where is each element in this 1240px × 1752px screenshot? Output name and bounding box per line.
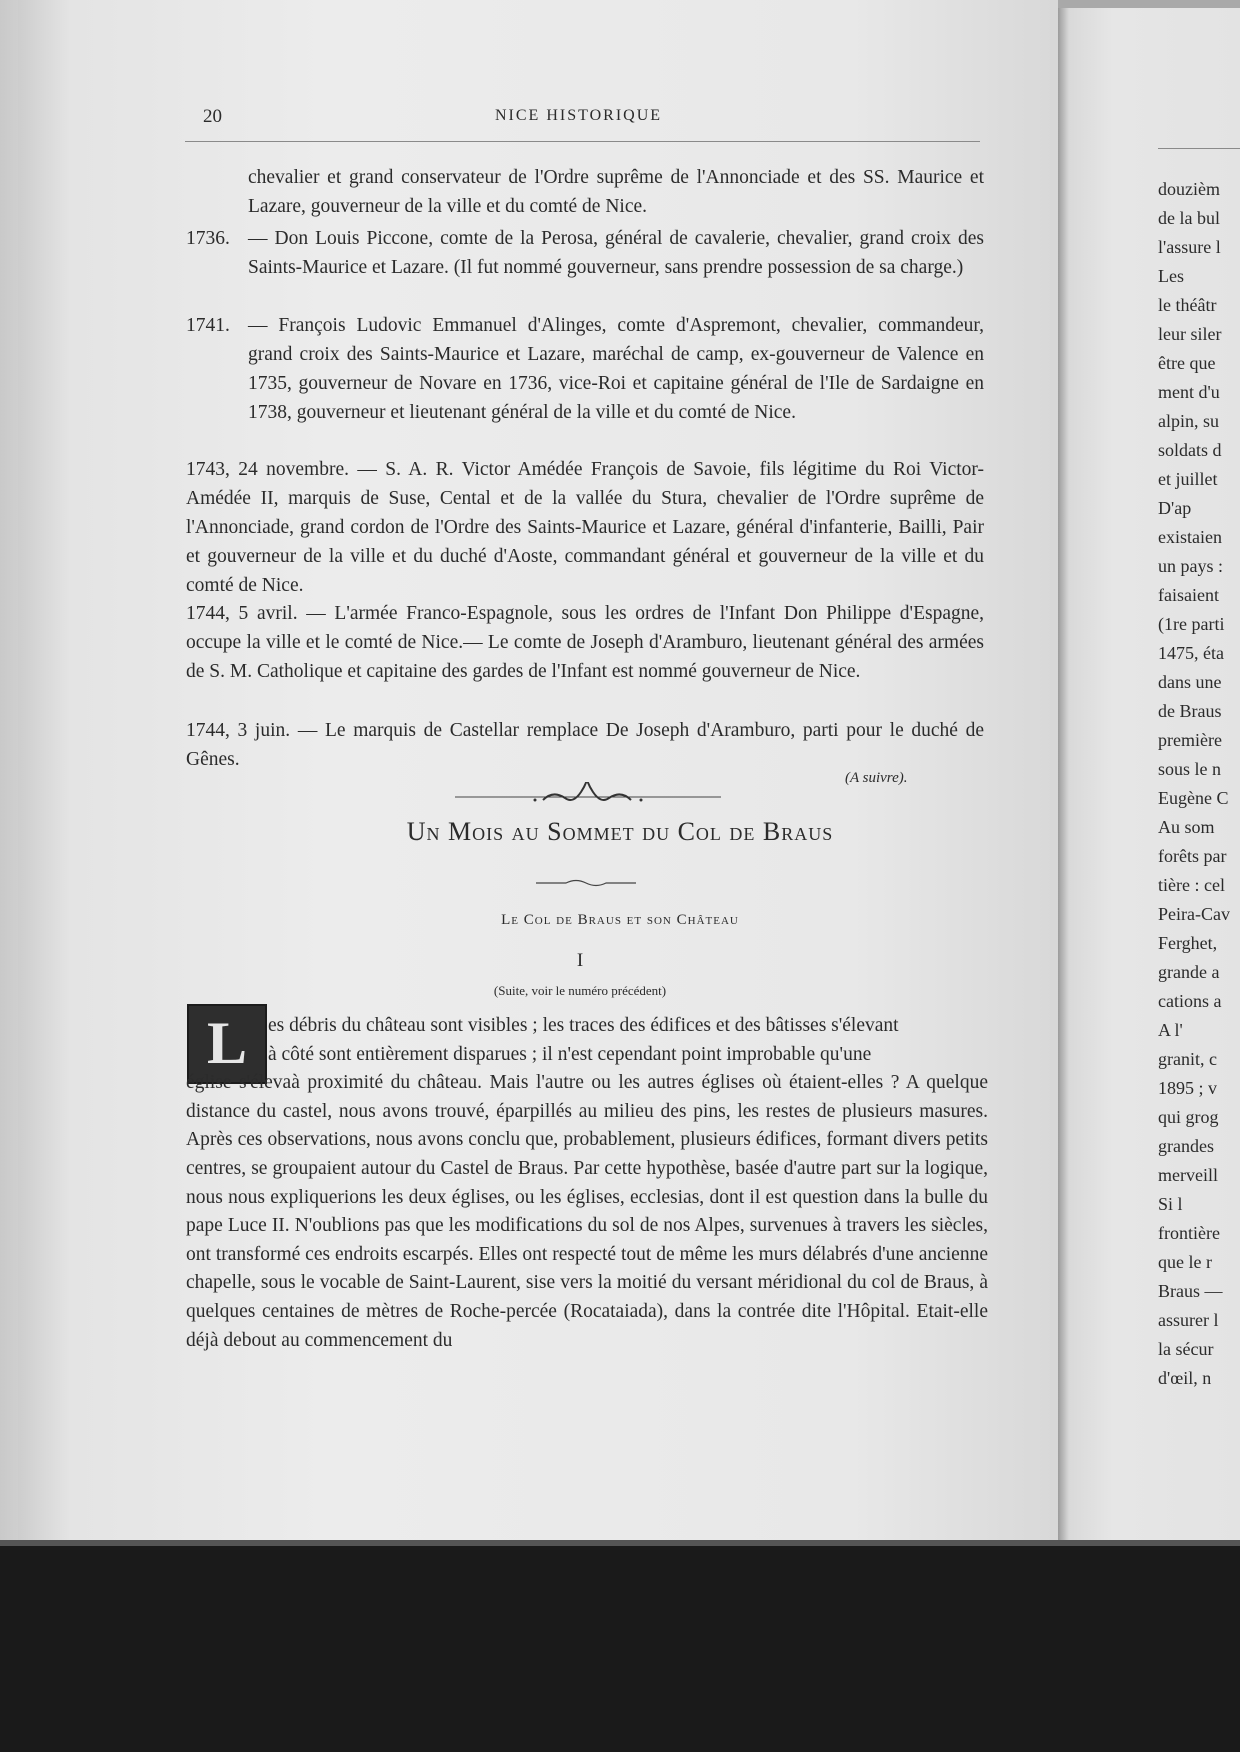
next-page-rule	[1158, 148, 1240, 149]
next-page-line: 1475, éta	[1158, 643, 1224, 663]
entry-year: 1736.	[186, 228, 230, 249]
article-title: Un Mois au Sommet du Col de Braus	[406, 817, 834, 846]
entry-year: 1743, 24 novembre.	[186, 459, 349, 480]
next-page-line: forêts par	[1158, 846, 1227, 866]
next-page-line: qui grog	[1158, 1107, 1219, 1127]
chapter-number: I	[576, 950, 584, 971]
next-page-line: la sécur	[1158, 1339, 1214, 1359]
entry-year: 1741.	[186, 315, 230, 336]
drop-cap-letter: L	[206, 1010, 248, 1076]
next-page-line: leur siler	[1158, 324, 1222, 344]
header-rule	[185, 141, 980, 142]
chronology-entry	[248, 163, 984, 221]
body-text: église s'élevaà proximité du château. Mais l'autre ou les autres églises où étaient-elles ? A quelque distance du castel, nous avons trouvé, éparpillés au milieu des pins, les restes de plusieurs masures. Après ces observations, nous avons conclu que, probablement, plusieurs édifices, formant divers petits centres, se groupaient autour du Castel de Braus. Par cette hypothèse, basée d'autre part sur la logique, nous nous expliquerions les deux églises, ou les églises, ecclesias, dont il est question dans la bulle du pape Luce II. N'oublions pas que les modifications du sol de nos Alpes, survenues à travers les siècles, ont transformé ces endroits escarpés. Elles ont respecté tout de même les murs délabrés d'une ancienne chapelle, sous le vocable de Saint-Laurent, sise vers la moitié du versant méridional du col de Braus, à quelques centaines de mètres de Roche-percée (Rocataiada), dans la contrée dite l'Hôpital. Etait-elle déjà debout au commencement du	[186, 1072, 988, 1351]
next-page-line: cations a	[1158, 991, 1222, 1011]
next-page-line: D'ap	[1158, 498, 1192, 518]
body-first-line: es débris du château sont visibles ; les traces des édifices et des bâtisses s'élevant	[268, 1015, 899, 1036]
page-number: 20	[203, 106, 222, 127]
entry-year: 1744, 5 avril.	[186, 603, 298, 624]
next-page-line: Peira-Cav	[1158, 904, 1230, 924]
next-page-line: un pays :	[1158, 556, 1223, 576]
next-page-line: le théâtr	[1158, 295, 1217, 315]
next-page-line: soldats d	[1158, 440, 1222, 460]
chronology-entry	[186, 599, 984, 686]
body-paragraph	[186, 1012, 988, 1355]
entry-text: — L'armée Franco-Espagnole, sous les ordres de l'Infant Don Philippe d'Espagne, occupe la ville et le comté de Nice.— Le comte de Joseph d'Aramburo, lieutenant général des armées de S. M. Catholique et capitaine des gardes de l'Infant est nommé gouverneur de Nice.	[186, 603, 985, 682]
next-page-line: tière : cel	[1158, 875, 1225, 895]
next-page-line: Eugène C	[1158, 788, 1229, 808]
title-flourish	[536, 878, 636, 888]
next-page-line: 1895 ; v	[1158, 1078, 1218, 1098]
next-page-line: merveill	[1158, 1165, 1218, 1185]
section-title: Le Col de Braus et son Château	[501, 912, 739, 928]
scanner-bed	[0, 1540, 1240, 1752]
next-page-line: Ferghet,	[1158, 933, 1218, 953]
next-page-line: existaien	[1158, 527, 1222, 547]
next-page-line: l'assure l	[1158, 237, 1221, 257]
continued-note: (Suite, voir le numéro précédent)	[493, 983, 667, 998]
next-page-line: de la bul	[1158, 208, 1220, 228]
next-page-line: de Braus	[1158, 701, 1222, 721]
page-bottom-edge	[0, 1540, 1240, 1546]
next-page-line: Si l	[1158, 1194, 1183, 1214]
next-page-line: Braus —	[1158, 1281, 1223, 1301]
entry-text: — François Ludovic Emmanuel d'Alinges, comte d'Aspremont, chevalier, commandeur, grand croix des Saints-Maurice et Lazare, maréchal de camp, ex-gouverneur de Valence en 1735, gouverneur de Novare en 1736, vice-Roi et capitaine général de l'Ile de Sardaigne en 1738, gouverneur et lieutenant général de la ville et du comté de Nice.	[248, 315, 984, 423]
chronology-entry	[186, 455, 984, 600]
next-page-line: ment d'u	[1158, 382, 1220, 402]
next-page-text-column	[1158, 175, 1240, 1393]
entry-text: — Don Louis Piccone, comte de la Perosa, général de cavalerie, chevalier, grand croix des Saints-Maurice et Lazare. (Il fut nommé gouverneur, sans prendre possession de sa charge.)	[248, 228, 984, 278]
next-page-line: Les	[1158, 266, 1184, 286]
entry-text: — S. A. R. Victor Amédée François de Savoie, fils légitime du Roi Victor-Amédée II, marquis de Suse, Cental et de la vallée du Stura, chevalier de l'Ordre suprême de l'Annonciade, grand cordon de l'Ordre des Saints-Maurice et Lazare, général d'infanterie, Bailli, Pair et gouverneur de la ville et du duché d'Aoste, commandant général et gouverneur de la ville et du comté de Nice.	[186, 459, 984, 596]
next-page-line: et juillet	[1158, 469, 1218, 489]
next-page-line: être que	[1158, 353, 1216, 373]
next-page-line: sous le n	[1158, 759, 1221, 779]
next-page-line: dans une	[1158, 672, 1222, 692]
next-page-line: alpin, su	[1158, 411, 1219, 431]
next-page-line: d'œil, n	[1158, 1368, 1212, 1388]
to-be-continued-note: (A suivre).	[845, 770, 908, 786]
chronology-entry	[186, 716, 984, 774]
section-ornament	[455, 782, 721, 812]
next-page-line: frontière	[1158, 1223, 1220, 1243]
next-page-line: grandes	[1158, 1136, 1214, 1156]
next-page-line: grande a	[1158, 962, 1220, 982]
chronology-entry	[186, 311, 984, 427]
next-page-line: première	[1158, 730, 1222, 750]
chronology-entry	[186, 224, 984, 282]
next-page-line: A l'	[1158, 1020, 1183, 1040]
next-page-line: granit, c	[1158, 1049, 1217, 1069]
next-page-line: douzièm	[1158, 179, 1220, 199]
entry-text: — Le marquis de Castellar remplace De Joseph d'Aramburo, parti pour le duché de Gênes.	[186, 720, 984, 770]
next-page-line: (1re parti	[1158, 614, 1225, 634]
running-head: NICE HISTORIQUE	[495, 107, 663, 124]
next-page-line: assurer l	[1158, 1310, 1219, 1330]
entry-text: chevalier et grand conservateur de l'Ordre suprême de l'Annonciade et des SS. Maurice et Lazare, gouverneur de la ville et du comté de Nice.	[248, 167, 984, 217]
body-second-line: à côté sont entièrement disparues ; il n'est cependant point improbable qu'une	[268, 1043, 872, 1065]
next-page-line: que le r	[1158, 1252, 1212, 1272]
next-page-line: Au som	[1158, 817, 1215, 837]
next-page-line: faisaient	[1158, 585, 1219, 605]
entry-year: 1744, 3 juin.	[186, 720, 291, 741]
